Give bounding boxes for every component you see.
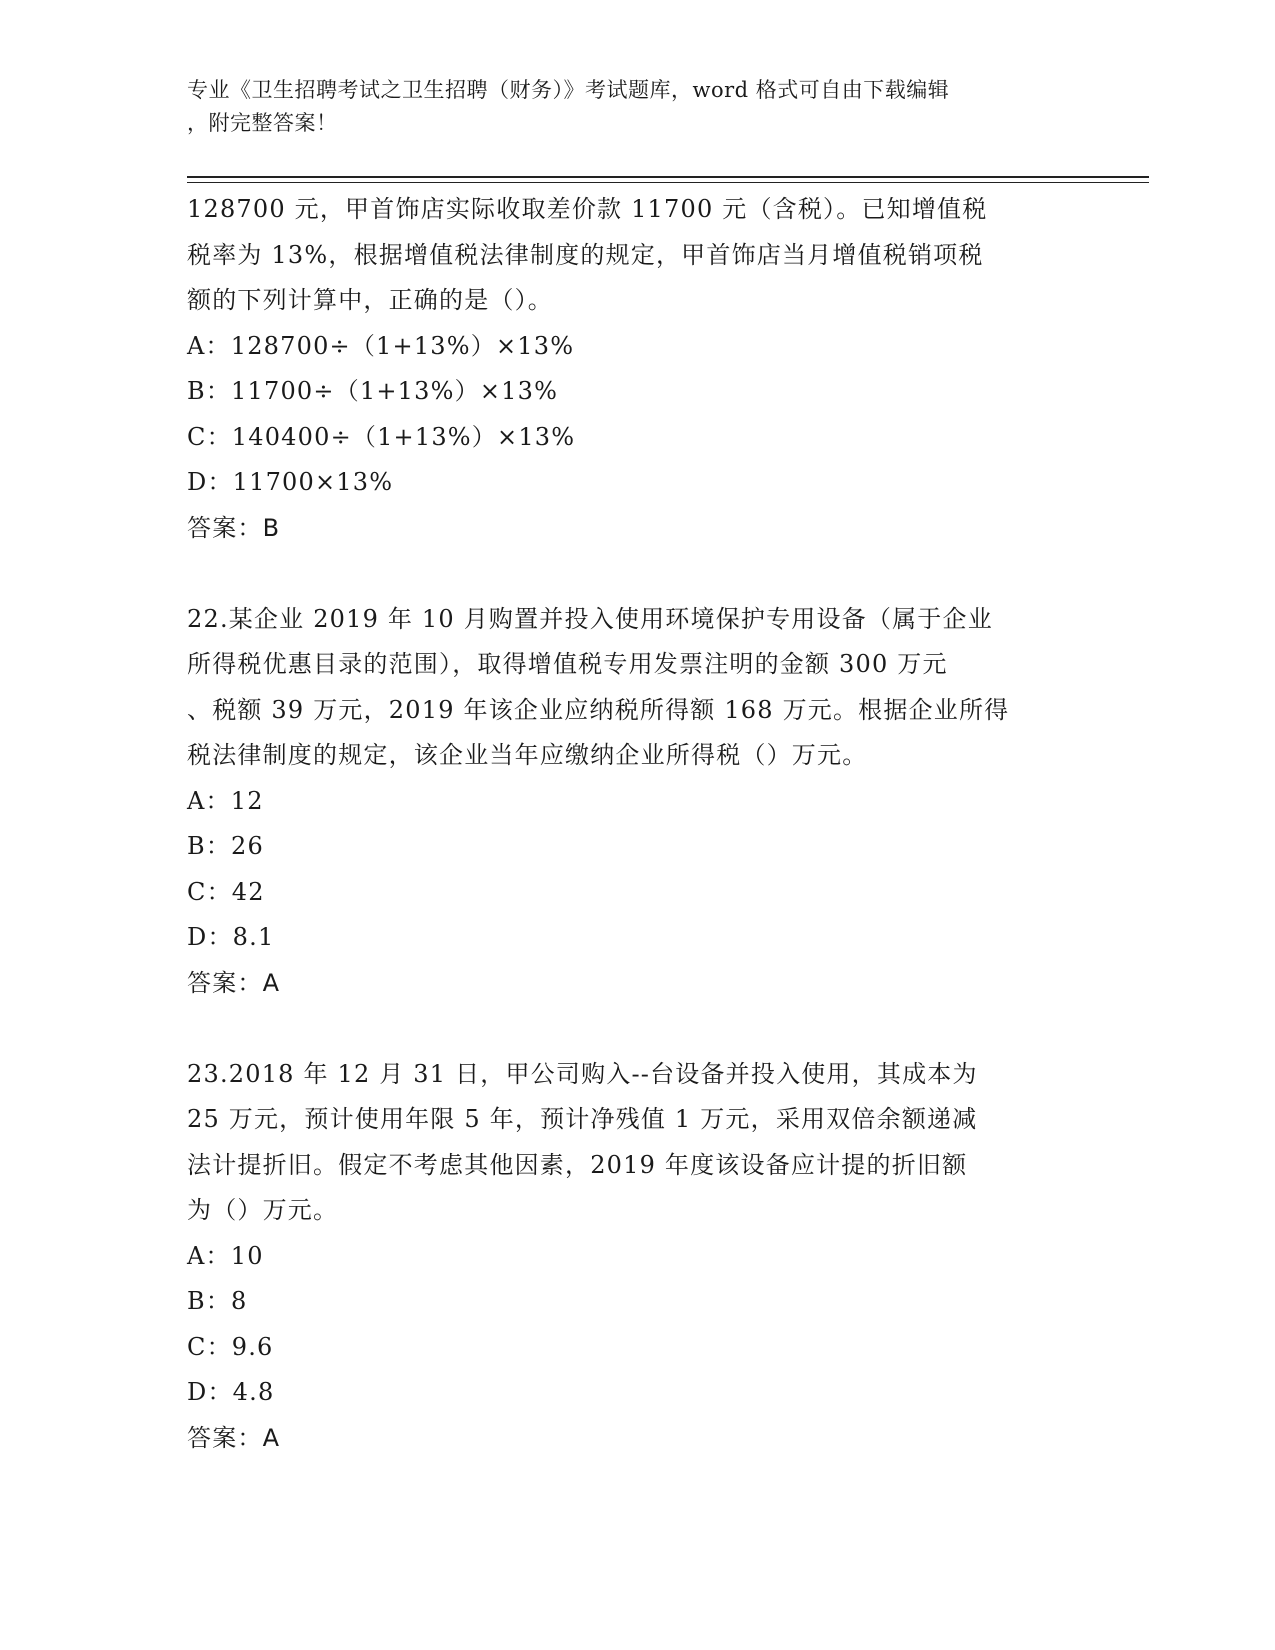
option-c: C：140400÷（1+13%）×13% bbox=[187, 422, 576, 451]
header-rule-thin bbox=[187, 182, 1149, 183]
spacer bbox=[187, 1006, 1087, 1052]
option-d: D：4.8 bbox=[187, 1378, 275, 1406]
document-header bbox=[187, 74, 1067, 140]
option-d: D：8.1 bbox=[187, 923, 275, 951]
option-c: C：9.6 bbox=[187, 1332, 274, 1361]
header-line-1: 专业《卫生招聘考试之卫生招聘（财务）》考试题库，word 格式可自由下载编辑 bbox=[187, 78, 950, 102]
question-text-line: 法计提折旧。假定不考虑其他因素，2019 年度该设备应计提的折旧额 bbox=[187, 1150, 968, 1179]
question-text-line: 税率为 13%，根据增值税法律制度的规定，甲首饰店当月增值税销项税 bbox=[187, 240, 984, 269]
answer-line: 答案：A bbox=[187, 1423, 281, 1452]
header-rule-thick bbox=[187, 176, 1149, 178]
option-c: C：42 bbox=[187, 877, 265, 906]
option-b: B：11700÷（1+13%）×13% bbox=[187, 377, 559, 405]
option-a: A：12 bbox=[187, 786, 264, 815]
question-block bbox=[187, 1052, 1087, 1462]
header-line-2: ，附完整答案！ bbox=[187, 111, 338, 135]
question-text-line: 税法律制度的规定，该企业当年应缴纳企业所得税（）万元。 bbox=[187, 741, 868, 769]
option-a: A：128700÷（1+13%）×13% bbox=[187, 331, 575, 360]
question-block bbox=[187, 187, 1087, 551]
spacer bbox=[187, 551, 1087, 597]
question-text-line: 128700 元，甲首饰店实际收取差价款 11700 元（含税）。已知增值税 bbox=[187, 195, 988, 223]
question-text-line: 、税额 39 万元，2019 年该企业应纳税所得额 168 万元。根据企业所得 bbox=[187, 695, 1010, 724]
question-text-line: 所得税优惠目录的范围），取得增值税专用发票注明的金额 300 万元 bbox=[187, 650, 948, 678]
answer-line: 答案：A bbox=[187, 968, 281, 997]
question-text-line: 额的下列计算中，正确的是（）。 bbox=[187, 286, 553, 314]
option-a: A：10 bbox=[187, 1241, 264, 1270]
question-block bbox=[187, 597, 1087, 1007]
question-list bbox=[187, 187, 1087, 1461]
answer-line: 答案：B bbox=[187, 513, 281, 542]
option-b: B：26 bbox=[187, 832, 264, 860]
question-text-line: 22.某企业 2019 年 10 月购置并投入使用环境保护专用设备（属于企业 bbox=[187, 604, 993, 633]
option-d: D：11700×13% bbox=[187, 468, 394, 496]
question-text-line: 为（）万元。 bbox=[187, 1196, 339, 1224]
question-text-line: 23.2018 年 12 月 31 日，甲公司购入--台设备并投入使用，其成本为 bbox=[187, 1059, 978, 1088]
question-text-line: 25 万元，预计使用年限 5 年，预计净残值 1 万元，采用双倍余额递减 bbox=[187, 1105, 978, 1133]
option-b: B：8 bbox=[187, 1287, 248, 1315]
